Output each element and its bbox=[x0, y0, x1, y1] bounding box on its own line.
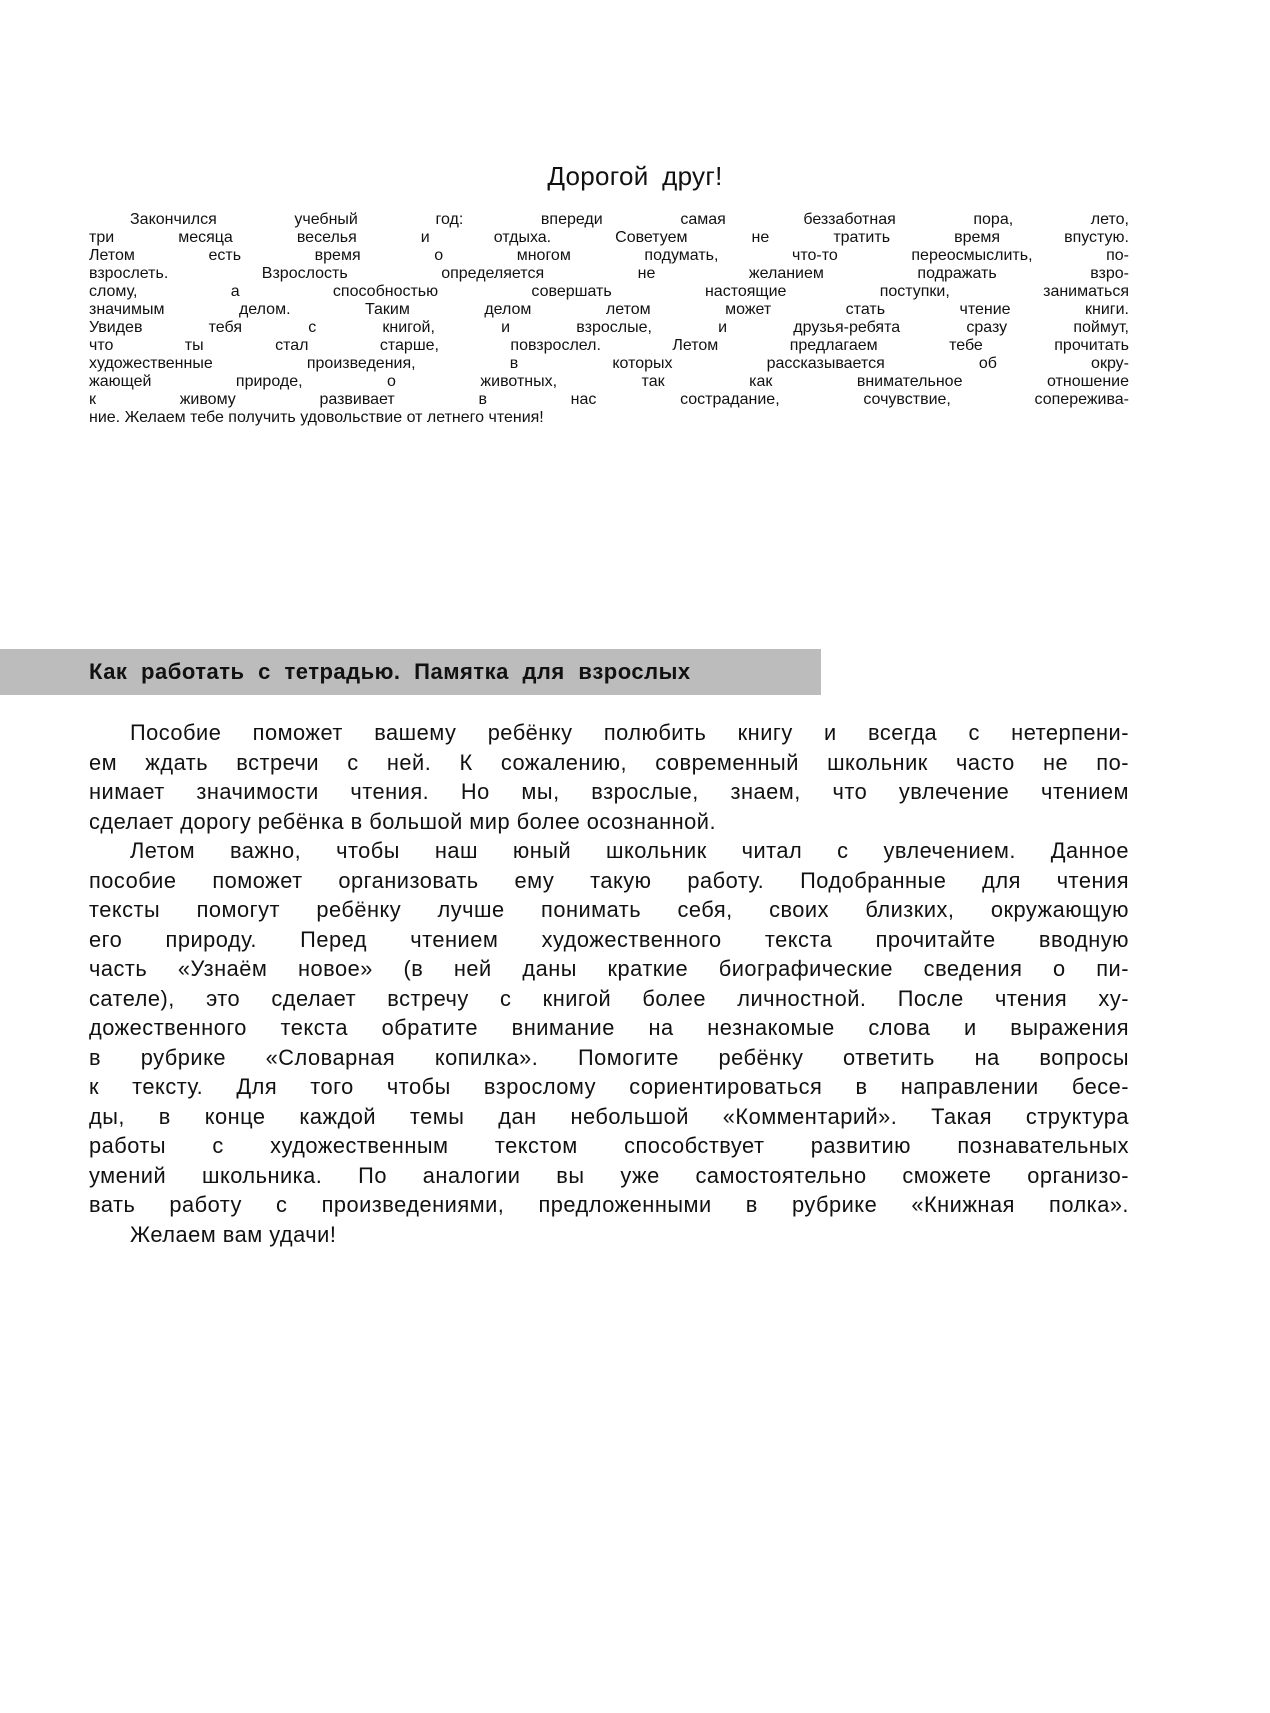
memo-line: вать работу с произведениями, предложенными в рубрике «Книжная полка». bbox=[89, 1192, 1129, 1217]
intro-line: Закончился учебный год: впереди самая беззаботная пора, лето, bbox=[130, 211, 1129, 228]
memo-closing: Желаем вам удачи! bbox=[130, 1221, 337, 1247]
memo-line: сателе), это сделает встречу с книгой более личностной. После чтения ху- bbox=[89, 985, 1129, 1011]
memo-line: пособие поможет организовать ему такую работу. Подобранные для чтения bbox=[89, 867, 1129, 893]
intro-line: жающей природе, о животных, так как внимательное отношение bbox=[89, 373, 1129, 390]
memo-line: ем ждать встречи с ней. К сожалению, современный школьник часто не по- bbox=[89, 749, 1129, 775]
memo-paragraph bbox=[89, 836, 1129, 1220]
memo-line: работы с художественным текстом способствует развитию познавательных bbox=[89, 1133, 1129, 1158]
intro-line: Увидев тебя с книгой, и взрослые, и друзья-ребята сразу поймут, bbox=[89, 319, 1129, 336]
intro-line: взрослеть. Взрослость определяется не желанием подражать взро- bbox=[89, 265, 1129, 282]
intro-line: три месяца веселья и отдыха. Советуем не тратить время впустую. bbox=[89, 229, 1129, 246]
section-header-bar bbox=[0, 649, 821, 695]
intro-letter bbox=[89, 211, 1129, 427]
memo-line: нимает значимости чтения. Но мы, взрослые, знаем, что увлечение чтением bbox=[89, 779, 1129, 804]
memo-for-adults bbox=[89, 718, 1129, 1249]
memo-line: сделает дорогу ребёнка в большой мир более осознанной. bbox=[89, 808, 717, 834]
memo-line: Летом важно, чтобы наш юный школьник читал с увлечением. Данное bbox=[130, 838, 1129, 863]
memo-line: его природу. Перед чтением художественного текста прочитайте вводную bbox=[89, 926, 1129, 952]
memo-line: умений школьника. По аналогии вы уже самостоятельно сможете организо- bbox=[89, 1162, 1129, 1188]
memo-line: в рубрике «Словарная копилка». Помогите ребёнку ответить на вопросы bbox=[89, 1044, 1129, 1070]
page-title: Дорогой друг! bbox=[547, 161, 723, 191]
intro-line: слому, а способностью совершать настоящие поступки, заниматься bbox=[89, 283, 1129, 300]
intro-line: значимым делом. Таким делом летом может стать чтение книги. bbox=[89, 301, 1129, 318]
memo-line: к тексту. Для того чтобы взрослому сориентироваться в направлении бесе- bbox=[89, 1074, 1129, 1099]
section-title: Как работать с тетрадью. Памятка для взрослых bbox=[89, 659, 691, 684]
intro-line: художественные произведения, в которых рассказывается об окру- bbox=[89, 355, 1129, 372]
intro-line: Летом есть время о многом подумать, что-то переосмыслить, по- bbox=[89, 247, 1129, 264]
memo-line: Пособие поможет вашему ребёнку полюбить книгу и всегда с нетерпени- bbox=[130, 720, 1129, 745]
memo-paragraph bbox=[89, 718, 1129, 836]
memo-paragraph bbox=[89, 1220, 1129, 1250]
memo-line: ды, в конце каждой темы дан небольшой «Комментарий». Такая структура bbox=[89, 1103, 1129, 1129]
intro-line: к живому развивает в нас сострадание, сочувствие, сопережива- bbox=[89, 391, 1129, 408]
memo-line: часть «Узнаём новое» (в ней даны краткие биографические сведения о пи- bbox=[89, 956, 1129, 981]
intro-line: ние. Желаем тебе получить удовольствие от летнего чтения! bbox=[89, 409, 544, 426]
memo-line: дожественного текста обратите внимание на незнакомые слова и выражения bbox=[89, 1015, 1129, 1040]
memo-line: тексты помогут ребёнку лучше понимать себя, своих близких, окружающую bbox=[89, 897, 1129, 922]
intro-line: что ты стал старше, повзрослел. Летом предлагаем тебе прочитать bbox=[89, 337, 1129, 354]
